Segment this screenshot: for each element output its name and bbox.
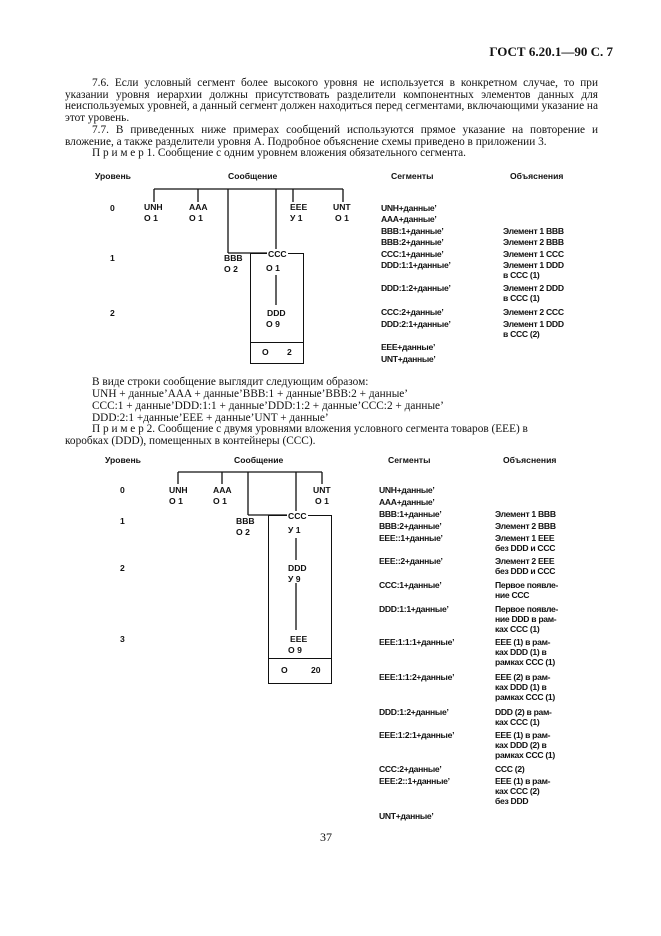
d2-explanation: Первое появле- bbox=[495, 580, 559, 590]
d2-explanation: ках CCC (1) bbox=[495, 624, 540, 634]
d2-header-explanations: Объяснения bbox=[503, 455, 557, 465]
d2-node-aaa-spec: O 1 bbox=[213, 496, 227, 506]
paragraph-7-6: 7.6. Если условный сегмент более высокого уровня не используется в конкретном случае, то при указании уровня иерархии должны присутствовать разделители компонентных элементов данных для неиспользуемых уровней, а данный сегмент должен находиться перед сегментами, включающими указание на этот уровень. bbox=[65, 77, 598, 124]
example-2-title: П р и м е р 2. Сообщение с двумя уровнями вложения условного сегмента товаров (EEE) в bbox=[92, 423, 528, 435]
d1-explanation: Элемент 1 DDD bbox=[503, 319, 564, 329]
example-2-title-cont: коробках (DDD), помещенных в контейнеры (CCC). bbox=[65, 435, 316, 447]
d2-level: 2 bbox=[120, 563, 125, 573]
d1-node-eee: EEE bbox=[290, 202, 308, 212]
d1-header-message: Сообщение bbox=[228, 171, 278, 181]
d2-header-segments: Сегменты bbox=[388, 455, 431, 465]
d1-segment: CCC:1+данные’ bbox=[381, 249, 444, 259]
d2-segment: UNH+данные’ bbox=[379, 485, 435, 495]
d1-node-unt: UNT bbox=[333, 202, 351, 212]
d2-explanation: DDD (2) в рам- bbox=[495, 707, 552, 717]
d2-group-repeat-box bbox=[268, 658, 332, 684]
d2-explanation: ние CCC bbox=[495, 590, 530, 600]
d2-group-count: 20 bbox=[311, 665, 321, 675]
d2-explanation: без DDD bbox=[495, 796, 529, 806]
d1-segment: UNH+данные’ bbox=[381, 203, 437, 213]
d2-segment: EEE:1:1:2+данные’ bbox=[379, 672, 455, 682]
d2-explanation: EEE (1) в рам- bbox=[495, 730, 551, 740]
d1-node-aaa: AAA bbox=[189, 202, 208, 212]
example-1-string-line: DDD:2:1 +данные’EEE + данные’UNT + данные’ bbox=[92, 412, 329, 424]
d2-segment: UNT+данные’ bbox=[379, 811, 434, 821]
d1-explanation: Элемент 1 BBB bbox=[503, 226, 564, 236]
d2-explanation: ках CCC (1) bbox=[495, 717, 540, 727]
d1-node-ddd-spec: O 9 bbox=[266, 319, 280, 329]
page-number: 37 bbox=[320, 830, 332, 844]
d2-explanation: EEE (1) в рам- bbox=[495, 776, 551, 786]
d1-header-level: Уровень bbox=[95, 171, 131, 181]
example-1-string-intro: В виде строки сообщение выглядит следующим образом: bbox=[92, 376, 369, 388]
d2-header-level: Уровень bbox=[105, 455, 141, 465]
d1-segment: AAA+данные’ bbox=[381, 214, 437, 224]
d1-explanation: Элемент 2 BBB bbox=[503, 237, 564, 247]
d2-explanation: Элемент 2 BBB bbox=[495, 521, 556, 531]
d2-node-unh: UNH bbox=[169, 485, 188, 495]
d2-node-bbb: BBB bbox=[236, 516, 255, 526]
d1-node-aaa-spec: O 1 bbox=[189, 213, 203, 223]
d1-explanation: Элемент 2 CCC bbox=[503, 307, 564, 317]
d2-segment: EEE:1:1:1+данные’ bbox=[379, 637, 455, 647]
d2-explanation: EEE (2) в рам- bbox=[495, 672, 551, 682]
d2-explanation: ках DDD (2) в bbox=[495, 740, 547, 750]
d1-segment: DDD:2:1+данные’ bbox=[381, 319, 451, 329]
d2-node-ccc-spec: У 1 bbox=[288, 525, 301, 535]
d1-node-bbb: BBB bbox=[224, 253, 243, 263]
d1-header-segments: Сегменты bbox=[391, 171, 434, 181]
d2-segment: EEE::2+данные’ bbox=[379, 556, 443, 566]
d1-explanation: Элемент 1 DDD bbox=[503, 260, 564, 270]
d1-explanation: в CCC (1) bbox=[503, 293, 540, 303]
d2-segment: EEE::1+данные’ bbox=[379, 533, 443, 543]
d2-level: 1 bbox=[120, 516, 125, 526]
d1-node-unh-spec: O 1 bbox=[144, 213, 158, 223]
d2-explanation: без DDD и CCC bbox=[495, 543, 556, 553]
d2-node-eee: EEE bbox=[290, 634, 308, 644]
d1-segment: BBB:1+данные’ bbox=[381, 226, 444, 236]
d1-node-unh: UNH bbox=[144, 202, 163, 212]
example-1-string-line: CCC:1 + данные’DDD:1:1 + данные’DDD:1:2 + данные’CCC:2 + данные’ bbox=[92, 400, 444, 412]
d2-explanation: рамках CCC (1) bbox=[495, 750, 555, 760]
paragraph-7-7: 7.7. В приведенных ниже примерах сообщений используются прямое указание на повторение и вложение, а также разделители уровня А. Подробное объяснение схемы приведено в приложении 3. bbox=[65, 124, 598, 148]
d1-group-status: O bbox=[262, 347, 269, 357]
d1-node-unt-spec: O 1 bbox=[335, 213, 349, 223]
d2-explanation: ках DDD (1) в bbox=[495, 682, 547, 692]
d2-node-ddd-spec: У 9 bbox=[288, 574, 301, 584]
d2-segment: BBB:2+данные’ bbox=[379, 521, 442, 531]
d1-level: 0 bbox=[110, 203, 115, 213]
d2-level: 0 bbox=[120, 485, 125, 495]
d2-explanation: Элемент 1 BBB bbox=[495, 509, 556, 519]
d1-segment: BBB:2+данные’ bbox=[381, 237, 444, 247]
d1-level: 2 bbox=[110, 308, 115, 318]
d2-node-ddd: DDD bbox=[288, 563, 307, 573]
d2-node-unh-spec: O 1 bbox=[169, 496, 183, 506]
d2-segment: DDD:1:1+данные’ bbox=[379, 604, 449, 614]
d2-segment: CCC:2+данные’ bbox=[379, 764, 442, 774]
page-header: ГОСТ 6.20.1—90 С. 7 bbox=[489, 44, 613, 59]
d2-node-unt: UNT bbox=[313, 485, 331, 495]
d2-segment: BBB:1+данные’ bbox=[379, 509, 442, 519]
d2-explanation: без DDD и CCC bbox=[495, 566, 556, 576]
d2-node-ccc: CCC bbox=[288, 511, 307, 521]
d1-explanation: Элемент 2 DDD bbox=[503, 283, 564, 293]
d2-explanation: CCC (2) bbox=[495, 764, 525, 774]
d2-header-message: Сообщение bbox=[234, 455, 284, 465]
d1-explanation: Элемент 1 CCC bbox=[503, 249, 564, 259]
d2-segment: AAA+данные’ bbox=[379, 497, 435, 507]
d2-node-unt-spec: O 1 bbox=[315, 496, 329, 506]
d2-node-eee-spec: O 9 bbox=[288, 645, 302, 655]
d2-node-aaa: AAA bbox=[213, 485, 232, 495]
d1-node-ccc-spec: O 1 bbox=[266, 263, 280, 273]
d1-segment: UNT+данные’ bbox=[381, 354, 436, 364]
d1-explanation: в CCC (2) bbox=[503, 329, 540, 339]
d1-node-ccc: CCC bbox=[268, 249, 287, 259]
d2-explanation: Первое появле- bbox=[495, 604, 559, 614]
d2-segment: DDD:1:2+данные’ bbox=[379, 707, 449, 717]
d2-level: 3 bbox=[120, 634, 125, 644]
d2-explanation: EEE (1) в рам- bbox=[495, 637, 551, 647]
example-1-string-line: UNH + данные’AAA + данные’BBB:1 + данные’BBB:2 + данные’ bbox=[92, 388, 409, 400]
d1-segment: EEE+данные’ bbox=[381, 342, 436, 352]
d2-explanation: Элемент 2 EEE bbox=[495, 556, 555, 566]
d2-segment: EEE:1:2:1+данные’ bbox=[379, 730, 455, 740]
d2-explanation: рамках CCC (1) bbox=[495, 692, 555, 702]
d1-group-count: 2 bbox=[287, 347, 292, 357]
d2-explanation: ние DDD в рам- bbox=[495, 614, 557, 624]
d2-explanation: Элемент 1 EEE bbox=[495, 533, 555, 543]
d1-node-ddd: DDD bbox=[267, 308, 286, 318]
d1-level: 1 bbox=[110, 253, 115, 263]
d1-segment: DDD:1:2+данные’ bbox=[381, 283, 451, 293]
d2-explanation: ках CCC (2) bbox=[495, 786, 540, 796]
d2-explanation: рамках CCC (1) bbox=[495, 657, 555, 667]
example-1-title: П р и м е р 1. Сообщение с одним уровнем вложения обязательного сегмента. bbox=[92, 147, 466, 159]
d1-segment: CCC:2+данные’ bbox=[381, 307, 444, 317]
d1-explanation: в CCC (1) bbox=[503, 270, 540, 280]
d1-header-explanations: Объяснения bbox=[510, 171, 564, 181]
d2-explanation: ках DDD (1) в bbox=[495, 647, 547, 657]
d1-segment: DDD:1:1+данные’ bbox=[381, 260, 451, 270]
d1-node-bbb-spec: O 2 bbox=[224, 264, 238, 274]
d2-group-status: O bbox=[281, 665, 288, 675]
d1-node-eee-spec: У 1 bbox=[290, 213, 303, 223]
d2-node-bbb-spec: O 2 bbox=[236, 527, 250, 537]
d2-segment: CCC:1+данные’ bbox=[379, 580, 442, 590]
d2-segment: EEE:2::1+данные’ bbox=[379, 776, 450, 786]
